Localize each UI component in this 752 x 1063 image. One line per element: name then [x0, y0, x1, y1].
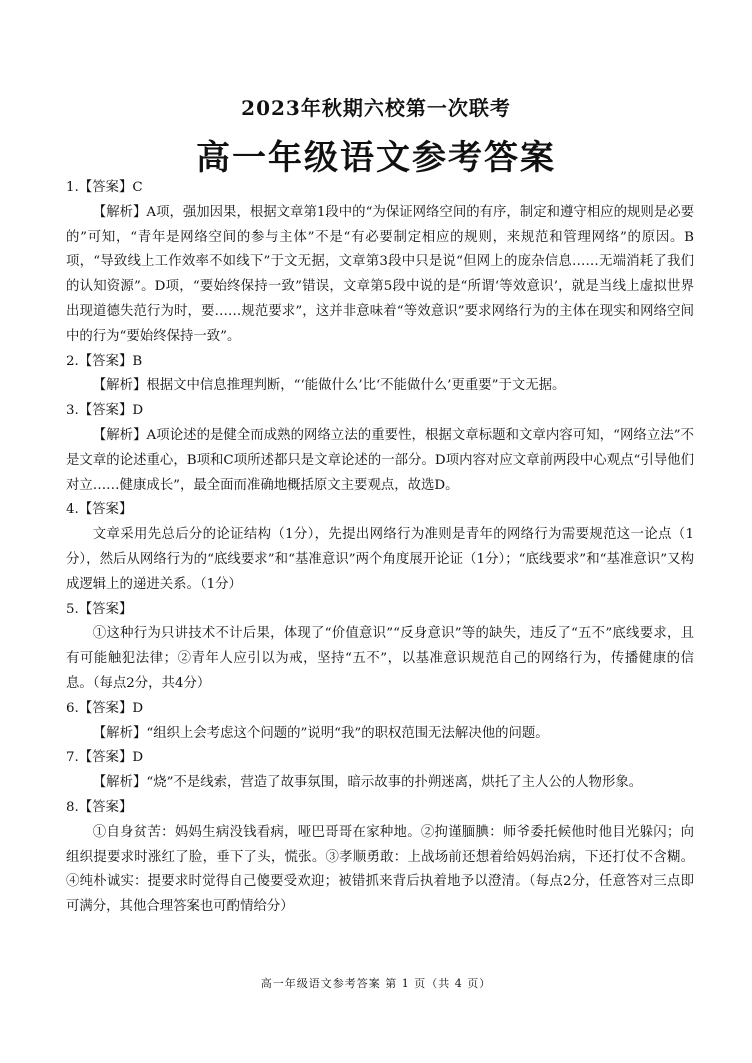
answer-analysis: 【解析】A项论述的是健全而成熟的网络立法的重要性，根据文章标题和文章内容可知，“网络立法”不是文章的论述重心，B项和C项所述都只是文章论述的一部分。D项内容对应文章前两段中心观点“引导他们对立……健康成长”，最全面而准确地概括原文主要观点，故选D。 — [66, 427, 694, 493]
answer-label: 2.【答案】B — [66, 353, 143, 369]
answer-analysis: 【解析】“烧”不是线索，营造了故事氛围，暗示故事的扑朔迷离，烘托了主人公的人物形象。 — [92, 775, 643, 791]
answer-item-1 — [66, 176, 694, 350]
answer-analysis: 【解析】A项，强加因果，根据文章第1段中的“为保证网络空间的有序，制定和遵守相应的规则是必要的”可知，“青年是网络空间的参与主体”不是“有必要制定相应的规则，来规范和管理网络”的原因。B项，“导致线上工作效率不如线下”于文无据，文章第3段中只是说“但网上的庞杂信息……无端消耗了我们的认知资源”。D项，“要始终保持一致”错误，文章第5段中说的是“所谓‘等效意识’，就是当线上虚拟世界出现道德失范行为时，要……规范要求”，这并非意味着“等效意识”要求网络行为的主体在现实和网络空间中的行为“要始终保持一致”。 — [66, 204, 694, 344]
answer-label: 1.【答案】C — [66, 180, 143, 195]
answer-item-5 — [66, 598, 694, 697]
exam-title: 2023年秋期六校第一次联考 — [241, 96, 511, 120]
answer-label: 7.【答案】D — [66, 750, 144, 766]
answer-analysis: 文章采用先总后分的论证结构（1分），先提出网络行为准则是青年的网络行为需要规范这一论点（1分），然后从网络行为的“底线要求”和“基准意识”两个角度展开论证（1分）；“底线要求”和“基准意识”又构成逻辑上的递进关系。（1分） — [66, 527, 694, 592]
answer-analysis: ①自身贫苦：妈妈生病没钱看病，哑巴哥哥在家种地。②拘谨腼腆：师爷委托候他时他目光躲闪；向组织提要求时涨红了脸，垂下了头，慌张。③孝顺勇敢：上战场前还想着给妈妈治病，下还打仗不含糊。④纯朴诚实：提要求时觉得自己傻要受欢迎；被错抓来背后执着地予以澄清。（每点2分，任意答对三点即可满分，其他合理答案也可酌情给分） — [66, 824, 694, 915]
answer-item-8 — [66, 796, 694, 920]
answer-item-6 — [66, 697, 694, 747]
answer-analysis: 【解析】“组织上会考虑这个问题的”说明“我”的职权范围无法解决他的问题。 — [92, 725, 549, 741]
page-footer: 高一年级语文参考答案 第 1 页（共 4 页） — [260, 977, 492, 990]
answer-label: 4.【答案】 — [66, 502, 133, 518]
answer-label: 3.【答案】D — [66, 403, 144, 419]
answer-label: 5.【答案】 — [66, 601, 133, 617]
answer-analysis: 【解析】根据文中信息推理判断，“‘能做什么’比‘不能做什么’更重要”于文无据。 — [92, 378, 566, 394]
answer-label: 6.【答案】D — [66, 700, 144, 716]
answer-label: 8.【答案】 — [66, 799, 133, 815]
answer-item-4 — [66, 498, 694, 597]
answer-item-3 — [66, 399, 694, 498]
answer-item-7 — [66, 746, 694, 796]
main-title: 高一年级语文参考答案 — [196, 138, 556, 178]
answer-analysis: ①这种行为只讲技术不计后果，体现了“价值意识”“反身意识”等的缺失，违反了“五不”底线要求，且有可能触犯法律；②青年人应引以为戒，坚持“五不”，以基准意识规范自己的网络行为，传播健康的信息。（每点2分，共4分） — [66, 626, 694, 691]
answer-item-2 — [66, 350, 694, 400]
answers-list — [66, 176, 694, 920]
